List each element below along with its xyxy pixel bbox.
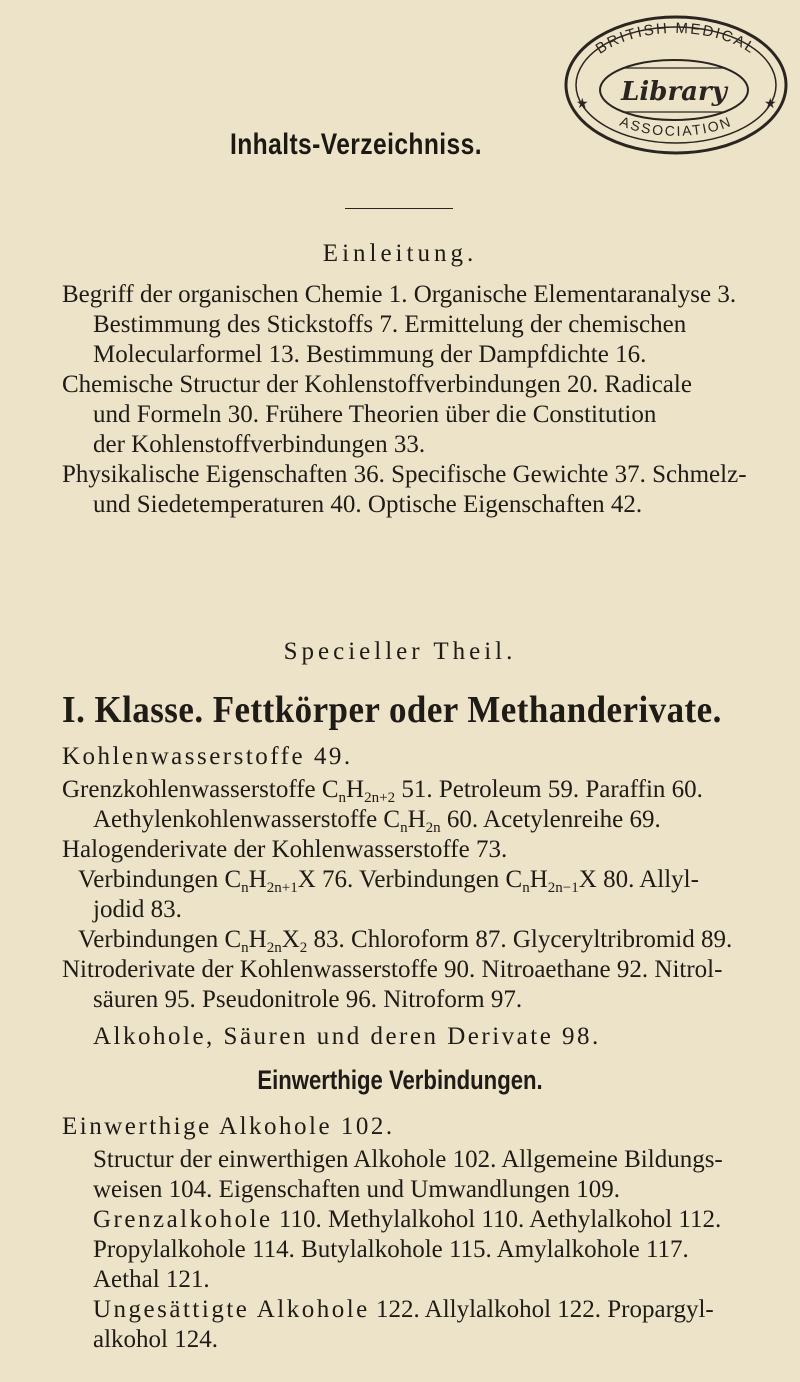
text-line: alkohol 124. [93, 1326, 218, 1353]
text-line: Aethylenkohlenwasserstoffe $C_nH_{2n}$ 60. Acetylenreihe 69. [93, 806, 661, 836]
class-heading: I. Klasse. Fettkörper oder Methanderivate. [62, 689, 722, 731]
text-line: säuren 95. Pseudonitrole 96. Nitroform 97. [93, 986, 523, 1013]
star-icon: ★ [764, 96, 777, 112]
text-line: Chemische Structur der Kohlenstoffverbindungen 20. Radicale [62, 371, 692, 398]
text-line: jodid 83. [93, 896, 182, 923]
text-line: Grenzkohlenwasserstoffe $C_nH_{2n+2}$ 51. Petroleum 59. Paraffin 60. [62, 776, 703, 806]
library-stamp [560, 10, 792, 160]
svg-text:ASSOCIATION [618, 113, 734, 139]
subsection-heading-einwerthige-alkohole: Einwerthige Alkohole 102. [62, 1113, 395, 1140]
text-line: Propylalkohole 114. Butylalkohole 115. Amylalkohole 117. [93, 1236, 689, 1263]
text-line: weisen 104. Eigenschaften und Umwandlungen 109. [93, 1176, 620, 1203]
text-line: Molecularformel 13. Bestimmung der Dampfdichte 16. [93, 341, 647, 368]
star-icon: ★ [576, 96, 589, 112]
text-line: Verbindungen $C_nH_{2n+1}X$ 76. Verbindungen $C_nH_{2n-1}X$ 80. Allyl- [78, 866, 699, 896]
text-line: und Formeln 30. Frühere Theorien über die Constitution [93, 401, 657, 428]
text-line: Verbindungen $C_nH_{2n}X_2$ 83. Chloroform 87. Glyceryltribromid 89. [78, 926, 733, 956]
text-line: Halogenderivate der Kohlenwasserstoffe 73. [62, 836, 508, 863]
stamp-top-text: BRITISH MEDICAL [592, 19, 760, 58]
subsection-heading-kohlenwasserstoffe: Kohlenwasserstoffe 49. [62, 743, 353, 770]
divider [345, 208, 453, 209]
text-line: Ungesättigte Alkohole 122. Allylalkohol 122. Propargyl- [93, 1296, 714, 1323]
subsection-heading-alkohole: Alkohole, Säuren und deren Derivate 98. [93, 1023, 601, 1050]
text-line: Grenzalkohole 110. Methylalkohol 110. Aethylalkohol 112. [93, 1206, 722, 1233]
text-line: Begriff der organischen Chemie 1. Organische Elementaranalyse 3. [62, 281, 737, 308]
text-line: Physikalische Eigenschaften 36. Specifische Gewichte 37. Schmelz- [62, 461, 747, 488]
text-line: Aethal 121. [93, 1266, 210, 1293]
section-heading-einleitung: Einleitung. [322, 240, 478, 267]
text-line: Nitroderivate der Kohlenwasserstoffe 90. Nitroaethane 92. Nitrol- [62, 956, 723, 983]
text-line: Bestimmung des Stickstoffs 7. Ermittelung der chemischen [93, 311, 687, 338]
text-line: und Siedetemperaturen 40. Optische Eigenschaften 42. [93, 491, 643, 518]
stamp-center-text: Library [621, 77, 727, 107]
section-heading-einwerthige-verbindungen: Einwerthige Verbindungen. [257, 1065, 543, 1095]
section-heading-specieller-theil: Specieller Theil. [283, 638, 517, 665]
text-line: der Kohlenstoffverbindungen 33. [93, 431, 426, 458]
page-title: Inhalts-Verzeichniss. [230, 128, 482, 161]
text-line: Structur der einwerthigen Alkohole 102. Allgemeine Bildungs- [93, 1146, 723, 1173]
stamp-bottom-text: ASSOCIATION [617, 112, 735, 139]
